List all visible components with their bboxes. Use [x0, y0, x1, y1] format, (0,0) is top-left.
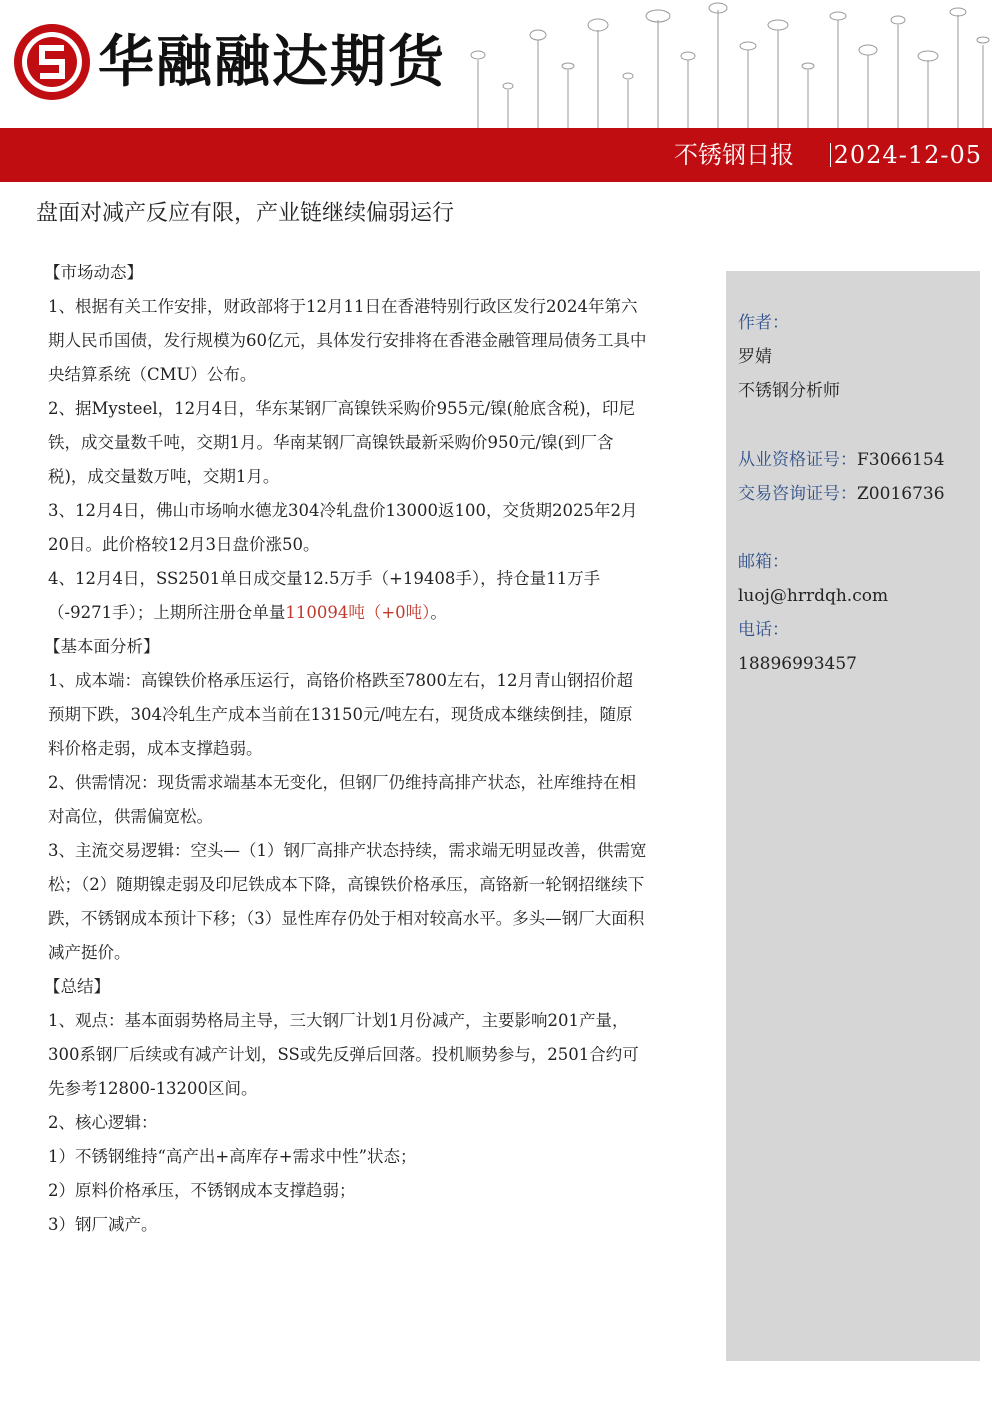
- consult-number: Z0016736: [857, 484, 945, 504]
- market-item-4-text: 4、12月4日，SS2501单日成交量12.5万手（+19408手），持仓量11万手（-9271手）；上期所注册仓单量: [48, 569, 601, 622]
- summary-item-5: 3）钢厂减产。: [48, 1215, 158, 1234]
- fundamental-item-2: 2、供需情况：现货需求端基本无变化，但钢厂仍维持高排产状态，社库维持在相对高位，供需偏宽松。: [48, 773, 636, 826]
- section-title-summary: 【总结】: [44, 977, 110, 996]
- market-item-4-end: 。: [430, 603, 447, 622]
- brand-name: 华融融达期货: [98, 30, 446, 95]
- email-value[interactable]: luoj@hrrdqh.com: [738, 586, 889, 606]
- warrant-highlight: 110094吨（+0吨）: [285, 603, 431, 622]
- header-decoration: [458, 0, 992, 128]
- author-title: 不锈钢分析师: [738, 381, 840, 401]
- summary-item-1: 1、观点：基本面弱势格局主导，三大钢厂计划1月份减产，主要影响201产量，300系钢厂后续或有减产计划，SS或先反弹后回落。投机顺势参与，2501合约可先参考12800-13200区间。: [48, 1011, 639, 1098]
- qualification-label: 从业资格证号：: [738, 450, 857, 470]
- summary-item-3: 1）不锈钢维持“高产出+高库存+需求中性”状态；: [48, 1147, 417, 1166]
- summary-item-4: 2）原料价格承压，不锈钢成本支撑趋弱；: [48, 1181, 356, 1200]
- email-label: 邮箱：: [738, 552, 789, 572]
- consult-line: [738, 482, 945, 506]
- fundamental-item-1: 1、成本端：高镍铁价格承压运行，高铬价格跌至7800左右，12月青山钢招价超预期下跌，304冷轧生产成本当前在13150元/吨左右，现货成本继续倒挂，随原料价格走弱，成本支撑趋弱。: [48, 671, 633, 758]
- title-bar-divider: [830, 143, 831, 167]
- market-item-4: [48, 562, 648, 630]
- fundamental-item-3: 3、主流交易逻辑：空头—（1）钢厂高排产状态持续，需求端无明显改善，供需宽松；（2）随期镍走弱及印尼铁成本下降，高镍铁价格承压，高铬新一轮钢招继续下跌，不锈钢成本预计下移；（3）显性库存仍处于相对较高水平。多头—钢厂大面积减产挺价。: [48, 841, 647, 962]
- report-date: 2024-12-05: [833, 141, 982, 169]
- phone-value: 18896993457: [738, 654, 857, 674]
- author-name: 罗婧: [738, 347, 772, 367]
- section-title-market: 【市场动态】: [44, 263, 143, 282]
- market-item-3: 3、12月4日，佛山市场响水德龙304冷轧盘价13000返100，交货期2025年2月20日。此价格较12月3日盘价涨50。: [48, 501, 638, 554]
- company-logo-icon: [12, 22, 92, 102]
- summary-item-2: 2、核心逻辑：: [48, 1113, 158, 1132]
- report-header: [0, 0, 992, 130]
- market-item-1: 1、根据有关工作安排，财政部将于12月11日在香港特别行政区发行2024年第六期人民币国债，发行规模为60亿元，具体发行安排将在香港金融管理局债务工具中央结算系统（CMU）公布。: [48, 297, 647, 384]
- author-label: 作者：: [738, 313, 789, 333]
- qualification-line: [738, 448, 945, 472]
- author-sidebar: [726, 271, 980, 1361]
- consult-label: 交易咨询证号：: [738, 484, 857, 504]
- section-title-fundamental: 【基本面分析】: [44, 637, 160, 656]
- phone-label: 电话：: [738, 620, 789, 640]
- qualification-number: F3066154: [857, 450, 945, 470]
- market-item-2: 2、据Mysteel，12月4日，华东某钢厂高镍铁采购价955元/镍(舱底含税)，印尼铁，成交量数千吨，交期1月。华南某钢厂高镍铁最新采购价950元/镍(到厂含税)，成交量数万吨，交期1月。: [48, 399, 636, 486]
- report-type: 不锈钢日报: [674, 141, 794, 169]
- main-content: [44, 256, 648, 1242]
- headline: 盘面对减产反应有限，产业链继续偏弱运行: [36, 201, 455, 226]
